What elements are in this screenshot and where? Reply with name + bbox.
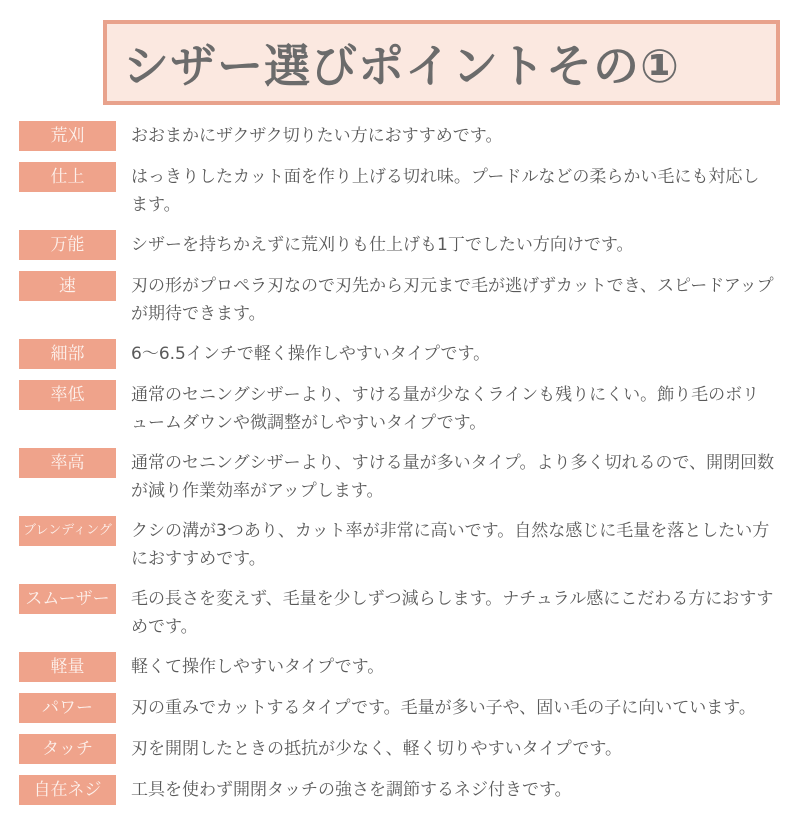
- item-label-badge: 速: [19, 271, 116, 301]
- list-item: [19, 339, 775, 369]
- list-item: [19, 516, 775, 573]
- list-item: [19, 448, 775, 505]
- page-title: シザー選びポイントその①: [123, 38, 680, 93]
- item-label-badge: 荒刈: [19, 121, 116, 151]
- list-item: [19, 652, 775, 682]
- list-item: [19, 734, 775, 764]
- list-item: [19, 380, 775, 437]
- item-description: 6〜6.5インチで軽く操作しやすいタイプです。: [131, 344, 491, 364]
- item-label-badge: タッチ: [19, 734, 116, 764]
- list-item: [19, 121, 775, 151]
- item-description: シザーを持ちかえずに荒刈りも仕上げも1丁でしたい方向けです。: [131, 235, 634, 255]
- item-label-badge: パワー: [19, 693, 116, 723]
- item-label-badge: 率低: [19, 380, 116, 410]
- item-label-badge: 率高: [19, 448, 116, 478]
- item-description: 刃を開閉したときの抵抗が少なく、軽く切りやすいタイプです。: [131, 739, 622, 759]
- list-item: [19, 230, 775, 260]
- page-title-box: [103, 20, 780, 105]
- item-description: 毛の長さを変えず、毛量を少しずつ減らします。ナチュラル感にこだわる方におすすめです。: [131, 589, 774, 637]
- item-label-badge: 仕上: [19, 162, 116, 192]
- item-label-badge: ブレンディング: [19, 516, 116, 546]
- list-item: [19, 584, 775, 641]
- item-description: おおまかにザクザク切りたい方におすすめです。: [131, 126, 503, 146]
- item-description: 通常のセニングシザーより、すける量が少なくラインも残りにくい。飾り毛のボリュームダウンや微調整がしやすいタイプです。: [131, 385, 760, 433]
- item-description: 通常のセニングシザーより、すける量が多いタイプ。より多く切れるので、開閉回数が減り作業効率がアップします。: [131, 453, 775, 501]
- item-description: はっきりしたカット面を作り上げる切れ味。プードルなどの柔らかい毛にも対応します。: [131, 167, 760, 215]
- item-description: クシの溝が3つあり、カット率が非常に高いです。自然な感じに毛量を落としたい方におすすめです。: [131, 521, 770, 569]
- list-item: [19, 775, 775, 805]
- list-item: [19, 271, 775, 328]
- item-label-badge: 細部: [19, 339, 116, 369]
- scissor-type-list: [19, 121, 775, 816]
- item-label-badge: 軽量: [19, 652, 116, 682]
- item-description: 刃の形がプロペラ刃なので刃先から刃元まで毛が逃げずカットでき、スピードアップが期待できます。: [131, 276, 774, 324]
- item-description: 刃の重みでカットするタイプです。毛量が多い子や、固い毛の子に向いています。: [131, 698, 756, 718]
- item-label-badge: スムーザー: [19, 584, 116, 614]
- item-description: 工具を使わず開閉タッチの強さを調節するネジ付きです。: [131, 780, 572, 800]
- list-item: [19, 693, 775, 723]
- item-description: 軽くて操作しやすいタイプです。: [131, 657, 385, 677]
- item-label-badge: 自在ネジ: [19, 775, 116, 805]
- item-label-badge: 万能: [19, 230, 116, 260]
- list-item: [19, 162, 775, 219]
